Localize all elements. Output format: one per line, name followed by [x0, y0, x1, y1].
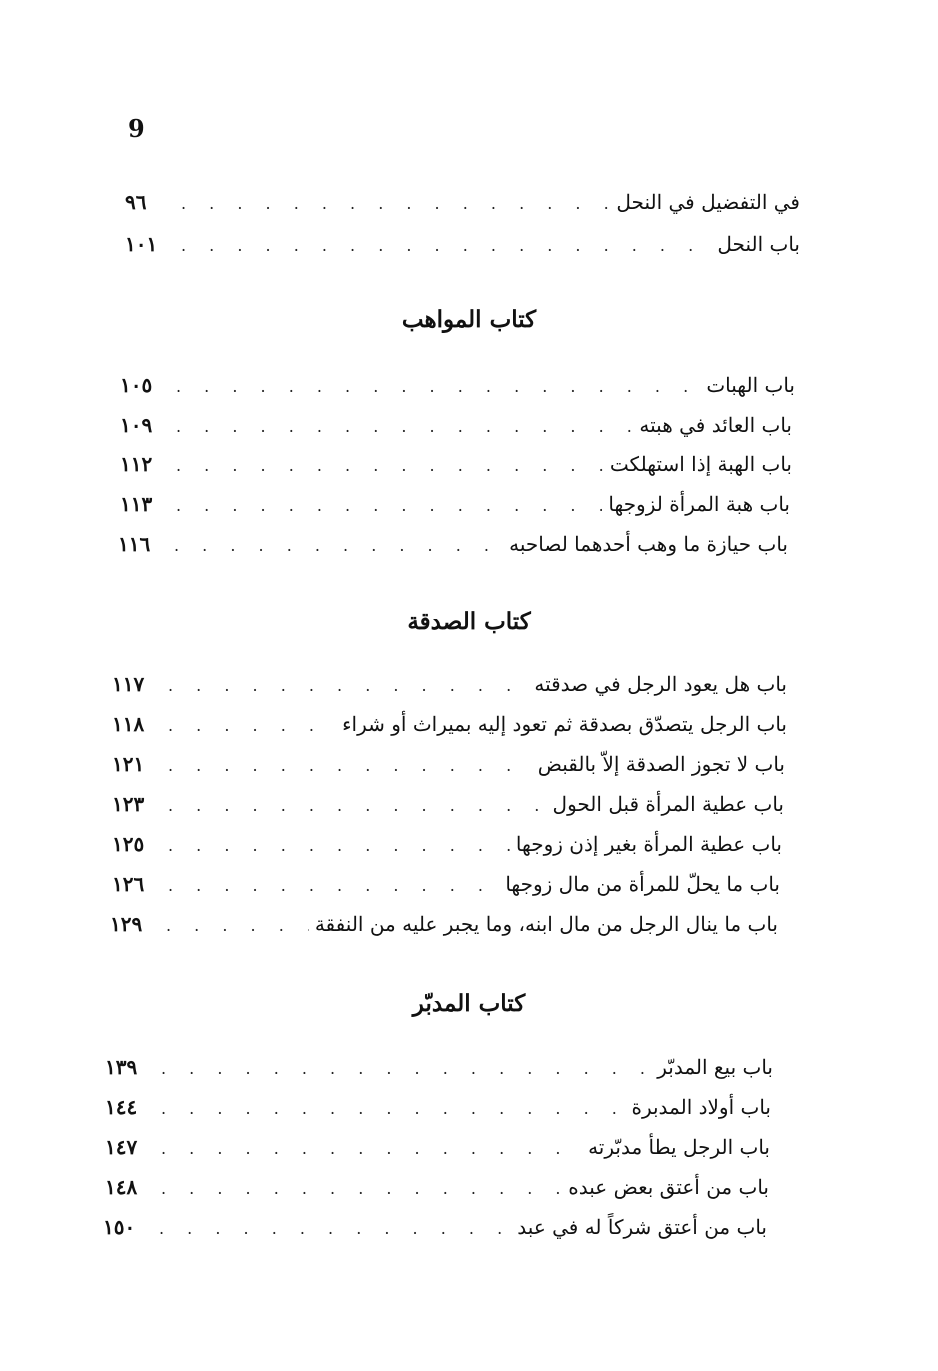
toc-row — [112, 832, 782, 870]
toc-entry-label: باب هبة المرأة لزوجها — [608, 492, 790, 516]
toc-entry-page: ١١٢ — [120, 452, 153, 476]
leader-dots — [155, 1139, 582, 1158]
toc-entry-label: باب النحل — [717, 232, 800, 256]
toc-entry-label: باب الرجل يطأ مدبّرته — [588, 1135, 770, 1159]
toc-row — [110, 912, 778, 950]
leader-dots — [155, 1179, 562, 1198]
leader-dots — [175, 236, 711, 255]
toc-entry-label: باب هل يعود الرجل في صدقته — [534, 672, 787, 696]
toc-row — [112, 672, 787, 710]
toc-row — [105, 1055, 773, 1093]
section-title: كتاب المدبّر — [412, 990, 526, 1017]
toc-entry-page: ١١٧ — [112, 672, 145, 696]
leader-dots — [162, 756, 532, 775]
toc-entry-label: باب ما يحلّ للمرأة من مال زوجها — [505, 872, 780, 896]
leader-dots — [170, 456, 604, 475]
toc-entry-page: ١٢٥ — [112, 832, 145, 856]
leader-dots — [160, 916, 309, 935]
leader-dots — [170, 377, 700, 396]
toc-row — [112, 792, 784, 830]
toc-entry-page: ١١٨ — [112, 712, 145, 736]
toc-row — [120, 492, 790, 530]
toc-entry-page: ١٢١ — [112, 752, 145, 776]
toc-entry-page: ١٥٠ — [103, 1215, 136, 1239]
toc-entry-label: باب ما ينال الرجل من مال ابنه، وما يجبر عليه من النفقة — [314, 912, 778, 936]
leader-dots — [155, 1099, 625, 1118]
leader-dots — [155, 1059, 651, 1078]
toc-entry-page: ١٣٩ — [105, 1055, 138, 1079]
toc-row — [118, 532, 788, 570]
toc-entry-page: ١٤٧ — [105, 1135, 138, 1159]
toc-row — [120, 452, 792, 490]
leader-dots — [162, 716, 336, 735]
toc-row — [112, 872, 780, 910]
toc-entry-page: ١٤٨ — [105, 1175, 138, 1199]
leader-dots — [175, 194, 610, 213]
toc-entry-label: باب العائد في هبته — [639, 413, 792, 437]
leader-dots — [153, 1219, 511, 1238]
toc-entry-label: باب الرجل يتصدّق بصدقة ثم تعود إليه بميراث أو شراء — [342, 712, 787, 736]
leader-dots — [170, 417, 633, 436]
toc-entry-page: ١٢٣ — [112, 792, 145, 816]
toc-entry-page: ١٠١ — [125, 232, 158, 256]
toc-entry-label: باب حيازة ما وهب أحدهما لصاحبه — [509, 532, 788, 556]
toc-entry-label: باب لا تجوز الصدقة إلاّ بالقبض — [537, 752, 785, 776]
toc-entry-label: باب أولاد المدبرة — [631, 1095, 771, 1119]
toc-row — [120, 373, 795, 411]
toc-entry-page: ١٠٩ — [120, 413, 153, 437]
toc-entry-label: في التفضيل في النحل — [616, 190, 800, 214]
toc-row — [105, 1175, 769, 1213]
toc-row — [120, 413, 792, 451]
toc-entry-page: ١٢٩ — [110, 912, 143, 936]
toc-row — [105, 1095, 771, 1133]
toc-row — [112, 752, 785, 790]
toc-entry-label: باب الهبة إذا استهلكت — [609, 452, 792, 476]
section-title: كتاب المواهب — [401, 306, 537, 333]
toc-entry-label: باب عطية المرأة قبل الحول — [552, 792, 784, 816]
toc-entry-page: ١٤٤ — [105, 1095, 138, 1119]
leader-dots — [162, 876, 499, 895]
leader-dots — [170, 496, 602, 515]
leader-dots — [168, 536, 503, 555]
toc-entry-page: ١٢٦ — [112, 872, 145, 896]
toc-entry-label: باب الهبات — [706, 373, 795, 397]
toc-entry-page: ١١٣ — [120, 492, 153, 516]
toc-entry-page: ١٠٥ — [120, 373, 153, 397]
page-number: 9 — [128, 114, 145, 143]
toc-entry-page: ٩٦ — [125, 190, 147, 214]
toc-entry-label: باب بيع المدبّر — [657, 1055, 773, 1079]
toc-row — [103, 1215, 767, 1253]
toc-entry-page: ١١٦ — [118, 532, 151, 556]
toc-entry-label: باب من أعتق بعض عبده — [568, 1175, 769, 1199]
toc-entry-label: باب عطية المرأة بغير إذن زوجها — [515, 832, 782, 856]
toc-row — [125, 232, 800, 270]
section-title: كتاب الصدقة — [407, 608, 531, 635]
toc-row — [112, 712, 787, 750]
toc-entry-label: باب من أعتق شركاً له في عبد — [517, 1215, 767, 1239]
leader-dots — [162, 796, 547, 815]
leader-dots — [162, 676, 528, 695]
leader-dots — [162, 836, 510, 855]
toc-row — [105, 1135, 770, 1173]
toc-row — [125, 190, 800, 228]
